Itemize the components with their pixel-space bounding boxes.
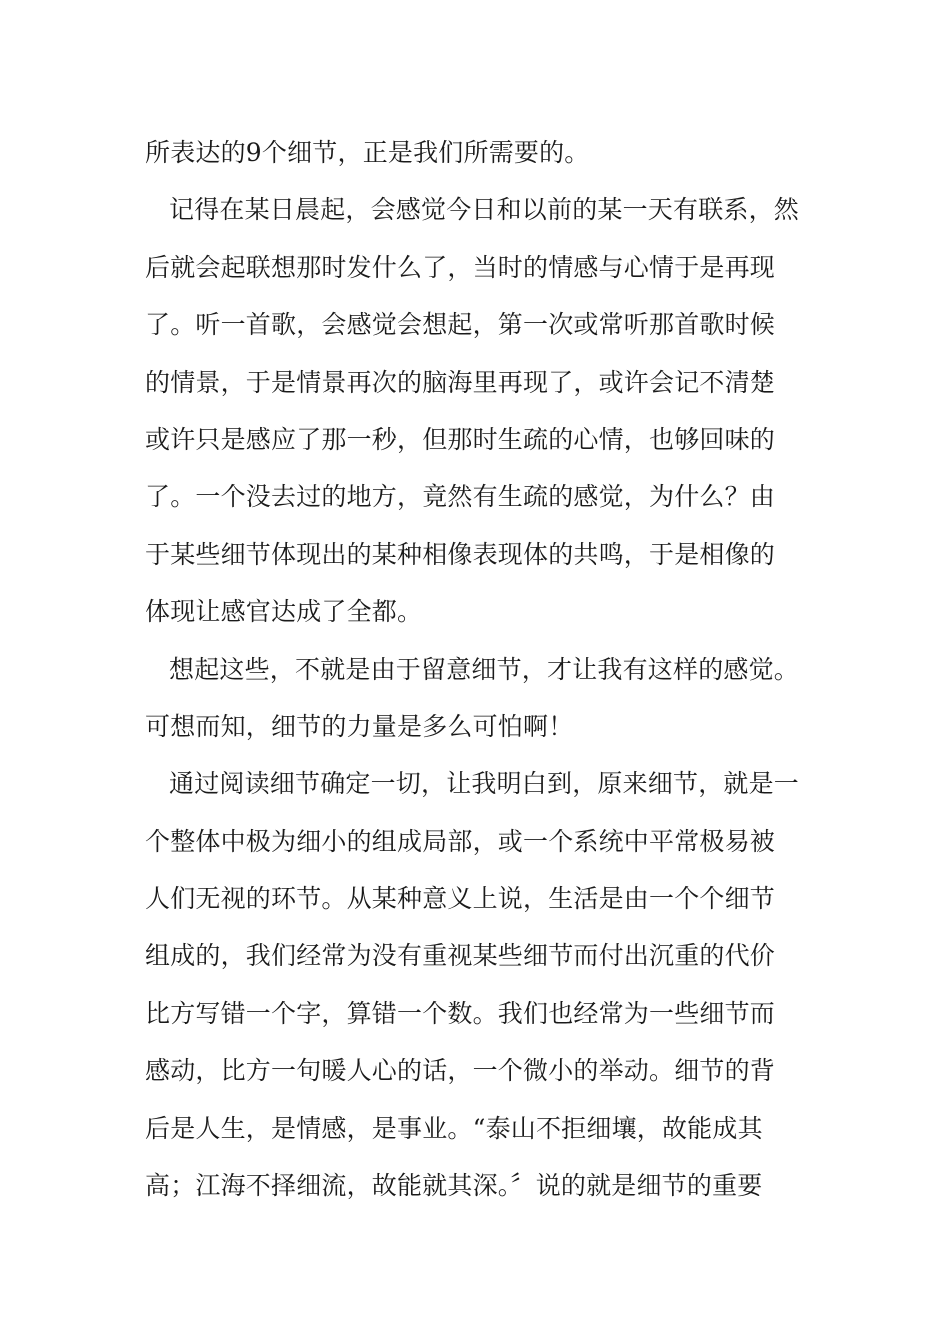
- text-line: 个整体中极为细小的组成局部，或一个系统中平常极易被: [145, 826, 776, 856]
- text-line: 了。听一首歌，会感觉会想起，第一次或常听那首歌时候: [145, 310, 776, 340]
- text-line: 所表达的9个细节，正是我们所需要的。: [145, 138, 590, 167]
- text-line: 记得在某日晨起，会感觉今日和以前的某一天有联系，然: [169, 195, 800, 225]
- text-line: 通过阅读细节确定一切，让我明白到，原来细节，就是一: [169, 769, 800, 799]
- text-line: 感动，比方一句暖人心的话，一个微小的举动。细节的背: [145, 1056, 776, 1086]
- text-line: 可想而知，细节的力量是多么可怕啊！: [145, 711, 574, 741]
- text-line: 体现让感官达成了全都。: [145, 597, 423, 627]
- text-line: 人们无视的环节。从某种意义上说，生活是由一个个细节: [145, 884, 776, 914]
- text-line: 比方写错一个字，算错一个数。我们也经常为一些细节而: [145, 998, 776, 1028]
- document-body: [145, 124, 809, 1214]
- text-line: 后就会起联想那时发什么了，当时的情感与心情于是再现: [145, 252, 776, 282]
- text-line: 了。一个没去过的地方，竟然有生疏的感觉，为什么？由: [145, 482, 776, 512]
- text-line: 后是人生，是情感，是事业。“泰山不拒细壤，故能成其: [145, 1113, 763, 1143]
- text-line: 于某些细节体现出的某种相像表现体的共鸣，于是相像的: [145, 539, 776, 569]
- text-line: 的情景，于是情景再次的脑海里再现了，或许会记不清楚: [145, 367, 776, 397]
- text-line: 高；江海不择细流，故能就其深。〞说的就是细节的重要: [145, 1171, 763, 1201]
- text-line: 组成的，我们经常为没有重视某些细节而付出沉重的代价: [145, 941, 776, 971]
- text-line: 或许只是感应了那一秒，但那时生疏的心情，也够回味的: [145, 424, 776, 454]
- text-line: 想起这些，不就是由于留意细节，才让我有这样的感觉。: [169, 654, 800, 684]
